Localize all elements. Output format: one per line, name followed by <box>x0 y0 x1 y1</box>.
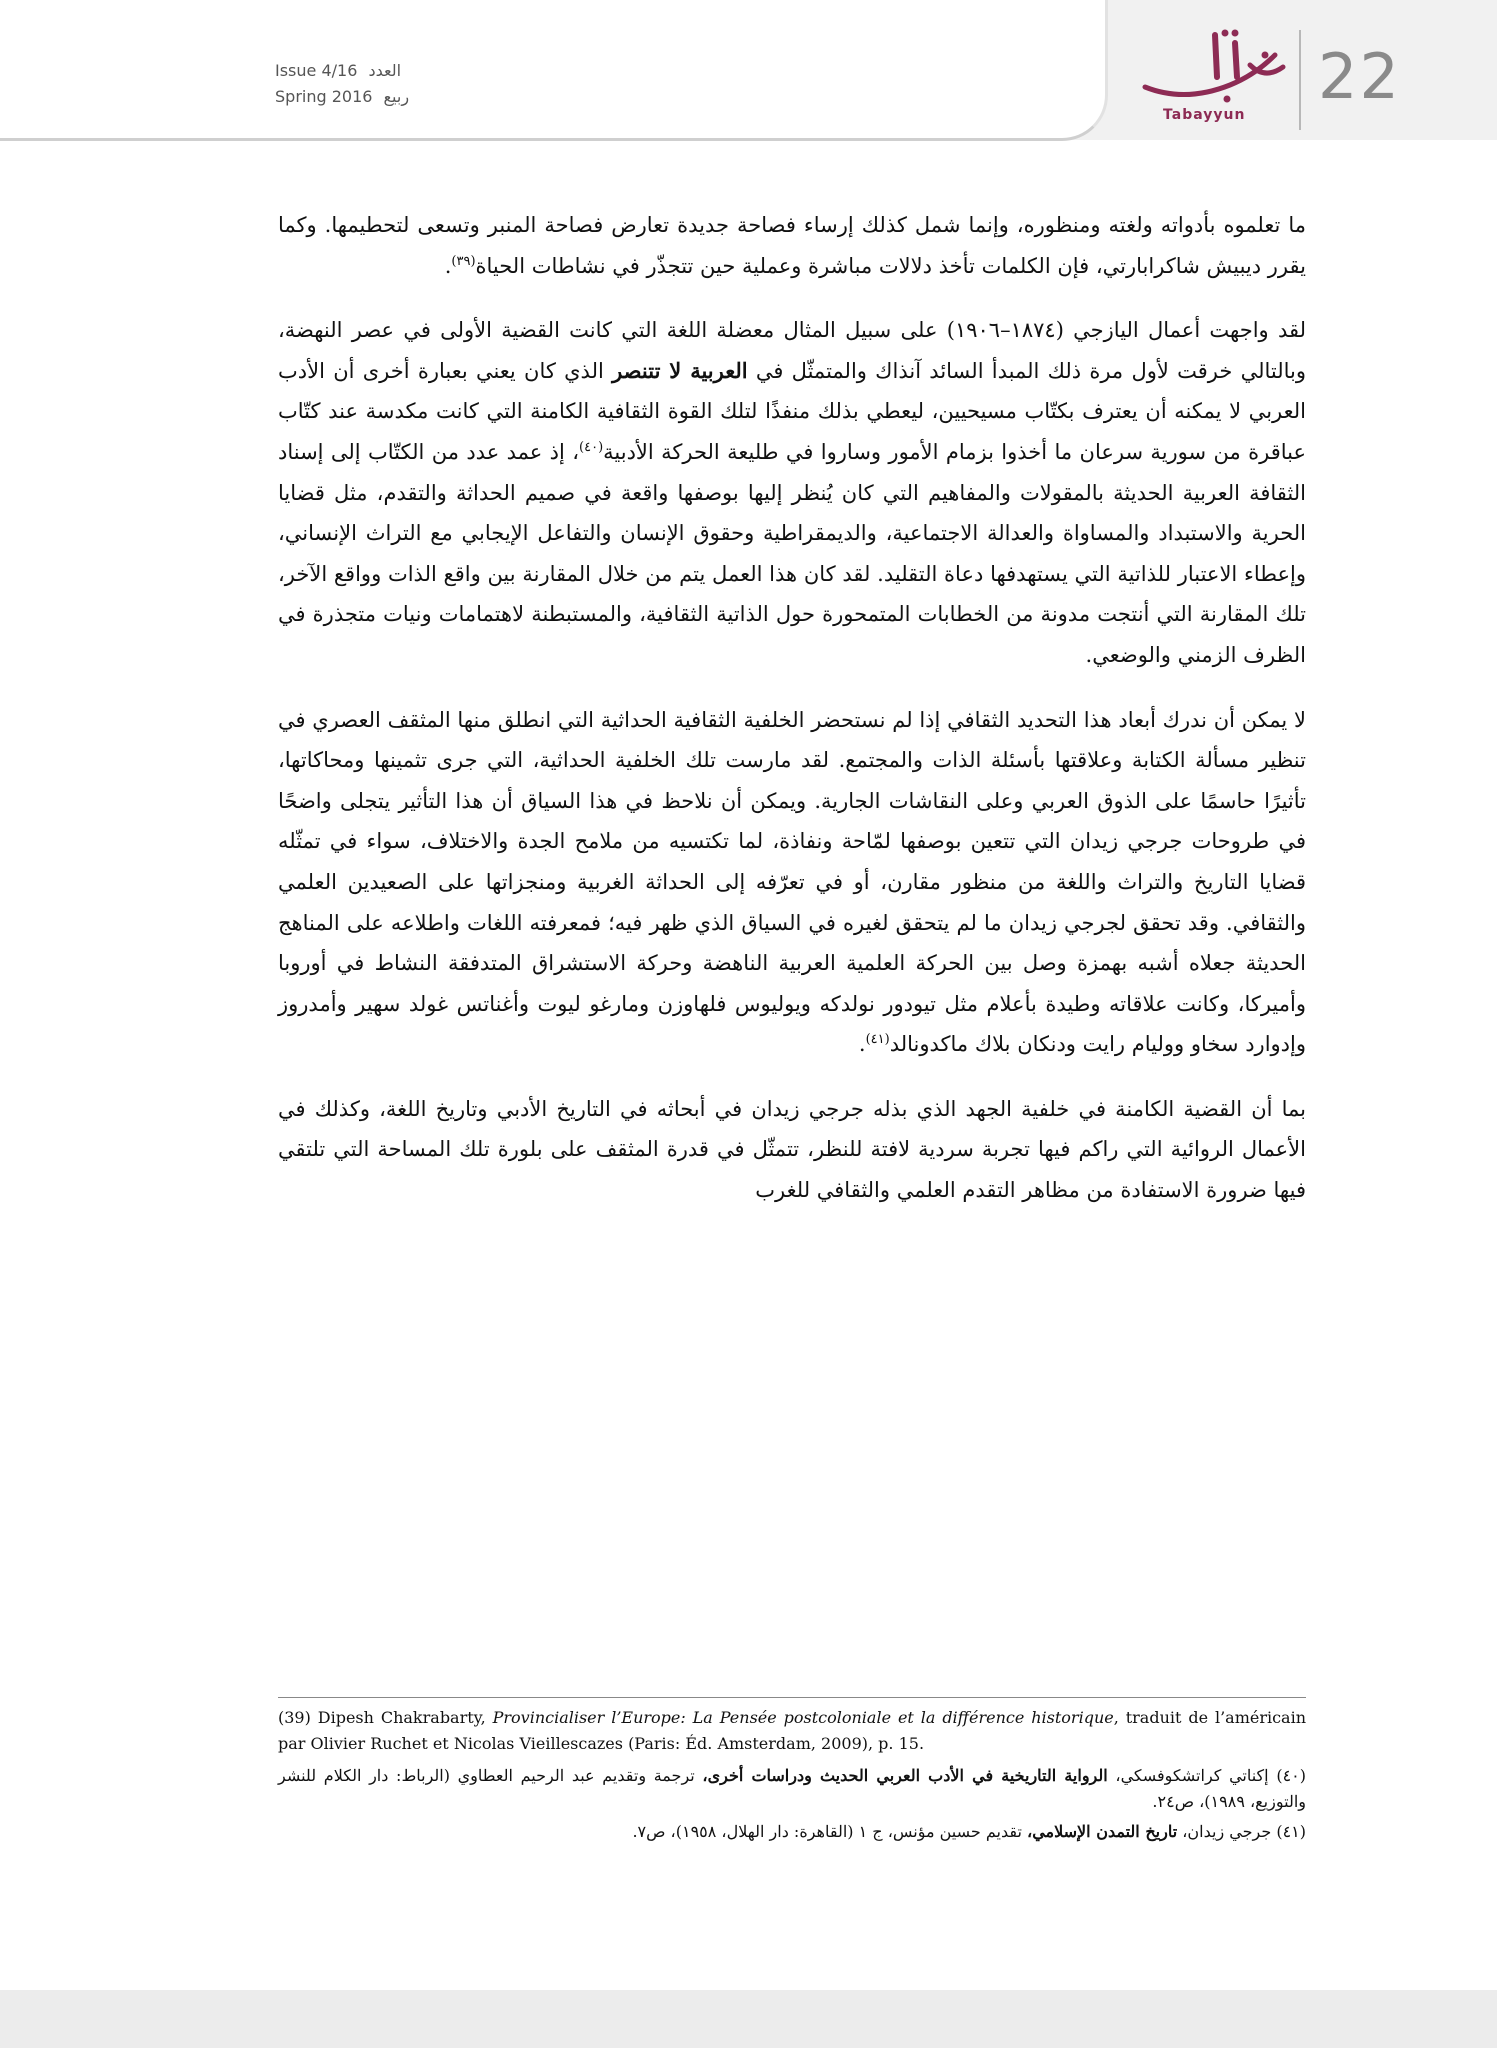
season-en: Spring 2016 <box>275 87 373 106</box>
footnote-ref-39[interactable]: (٣٩) <box>451 253 476 269</box>
paragraph-2: لقد واجهت أعمال اليازجي (١٨٧٤–١٩٠٦) على سبيل المثال معضلة اللغة التي كانت القضية الأولى في عصر النهضة، وبالتالي خرقت لأول مرة ذلك المبدأ السائد آنذاك والمتمثّل في العربية لا تتنصر الذي كان يعني بعبارة أخرى أن الأدب العربي لا يمكنه أن يعترف بكتّاب مسيحيين، ليعطي بذلك منفذًا لتلك القوة الثقافية الكامنة التي كانت مكدسة عند كتّاب عباقرة من سورية سرعان ما أخذوا بزمام الأمور وساروا في طليعة الحركة الأدبية$^{(٤٠)}$، إذ عمد عدد من الكتّاب إلى إسناد الثقافة العربية الحديثة بالمقولات والمفاهيم التي كان يُنظر إليها بوصفها واقعة في صميم الحداثة والتقدم، مثل قضايا الحرية والاستبداد والمساواة والعدالة الاجتماعية، والديمقراطية وحقوق الإنسان والتفاعل الإيجابي مع التراث الإنساني، وإعطاء الاعتبار للذاتية التي يستهدفها دعاة التقليد. لقد كان هذا العمل يتم من خلال المقارنة بين واقع الذات وواقع الآخر، تلك المقارنة التي أنتجت مدونة من الخطابات المتمحورة حول الذاتية الثقافية، والمستبطنة لاهتمامات ونيات متجذرة في الظرف الزمني والوضعي. <box>278 318 1307 667</box>
footnote-ref-41[interactable]: (٤١) <box>865 1032 890 1048</box>
footnote-39: (39) Dipesh Chakrabarty, Provincialiser l’Europe: La Pensée postcoloniale et la différence historique, traduit de l’américain par Olivier Ruchet et Nicolas Vieillescazes (Paris: Éd. Amsterdam, 2009), p. 15. <box>278 1708 1307 1753</box>
footnote-rule <box>278 1697 1306 1698</box>
footnote-41: (٤١) جرجي زيدان، تاريخ التمدن الإسلامي، تقديم حسين مؤنس، ج ١ (القاهرة: دار الهلال، ١٩٥٨)، ص٧. <box>632 1822 1306 1841</box>
footnotes <box>278 1705 1306 1849</box>
logo-text: Tabayyun <box>1163 107 1246 123</box>
footer-band <box>0 1990 1497 2048</box>
bold-phrase: العربية لا تتنصر <box>612 357 748 383</box>
issue-en: Issue 4/16 <box>275 61 358 80</box>
journal-logo <box>1125 25 1295 130</box>
header-divider <box>1299 30 1301 130</box>
paragraph-3: لا يمكن أن ندرك أبعاد هذا التحديد الثقافي إذا لم نستحضر الخلفية الثقافية الحداثية التي انطلق منها المثقف العصري في تنظير مسألة الكتابة وعلاقتها بأسئلة الذات والمجتمع. لقد مارست تلك الخلفية الحداثية، التي جرى تثمينها ومحاكاتها، تأثيرًا حاسمًا على الذوق العربي وعلى النقاشات الجارية. ويمكن أن نلاحظ في هذا السياق أن هذا التأثير يتجلى واضحًا في طروحات جرجي زيدان التي تتعين بوصفها لمّاحة ونفاذة، لما تكتسيه من ملامح الجدة والاختلاف، سواء في تمثّله قضايا التاريخ والتراث واللغة من منظور مقارن، أو في تعرّفه إلى الحداثة الغربية ومنجزاتها على الصعيدين العلمي والثقافي. وقد تحقق لجرجي زيدان ما لم يتحقق لغيره في السياق الذي ظهر فيه؛ فمعرفته اللغات واطلاعه على المناهج الحديثة جعلاه أشبه بهمزة وصل بين الحركة العلمية العربية الناهضة وحركة الاستشراق المتدفقة النشاط في أوروبا وأميركا، وكانت علاقاته وطيدة بأعلام مثل تيودور نولدكه ويوليوس فلهاوزن ومارغو ليوت وأغناتس غولد سهير وأمدروز وإدوارد سخاو ووليام رايت ودنكان بلاك ماكدونالد$^{(٤١)}$. <box>278 707 1306 1057</box>
logo-mark-icon <box>1125 25 1295 115</box>
article-body <box>278 205 1306 1235</box>
issue-line <box>275 58 409 84</box>
paragraph-1: ما تعلموه بأدواته ولغته ومنظوره، وإنما شمل كذلك إرساء فصاحة جديدة تعارض فصاحة المنبر وتسعى لتحطيمها. وكما يقرر ديبيش شاكرابارتي، فإن الكلمات تأخذ دلالات مباشرة وعملية حين تتجذّر في نشاطات الحياة$^{(٣٩)}$. <box>278 213 1306 278</box>
footnote-ref-40[interactable]: (٤٠) <box>579 439 604 455</box>
footnote-40: (٤٠) إكناتي كراتشكوفسكي، الرواية التاريخية في الأدب العربي الحديث ودراسات أخرى، ترجمة وتقديم عبد الرحيم العطاوي (الرباط: دار الكلام للنشر والتوزيع، ١٩٨٩)، ص٢٤. <box>278 1766 1306 1811</box>
paragraph-4: بما أن القضية الكامنة في خلفية الجهد الذي بذله جرجي زيدان في أبحاثه في التاريخ الأدبي وتاريخ اللغة، وكذلك في الأعمال الروائية التي راكم فيها تجربة سردية لافتة للنظر، تتمثّل في قدرة المثقف على بلورة تلك المساحة التي تلتقي فيها ضرورة الاستفادة من مظاهر التقدم العلمي والثقافي للغرب <box>278 1096 1306 1203</box>
issue-info <box>275 58 409 110</box>
header-card <box>0 0 1108 141</box>
season-line <box>275 84 409 110</box>
season-ar: ربيع <box>383 87 410 106</box>
page-number: 22 <box>1318 40 1401 113</box>
issue-ar: العدد <box>368 61 402 80</box>
